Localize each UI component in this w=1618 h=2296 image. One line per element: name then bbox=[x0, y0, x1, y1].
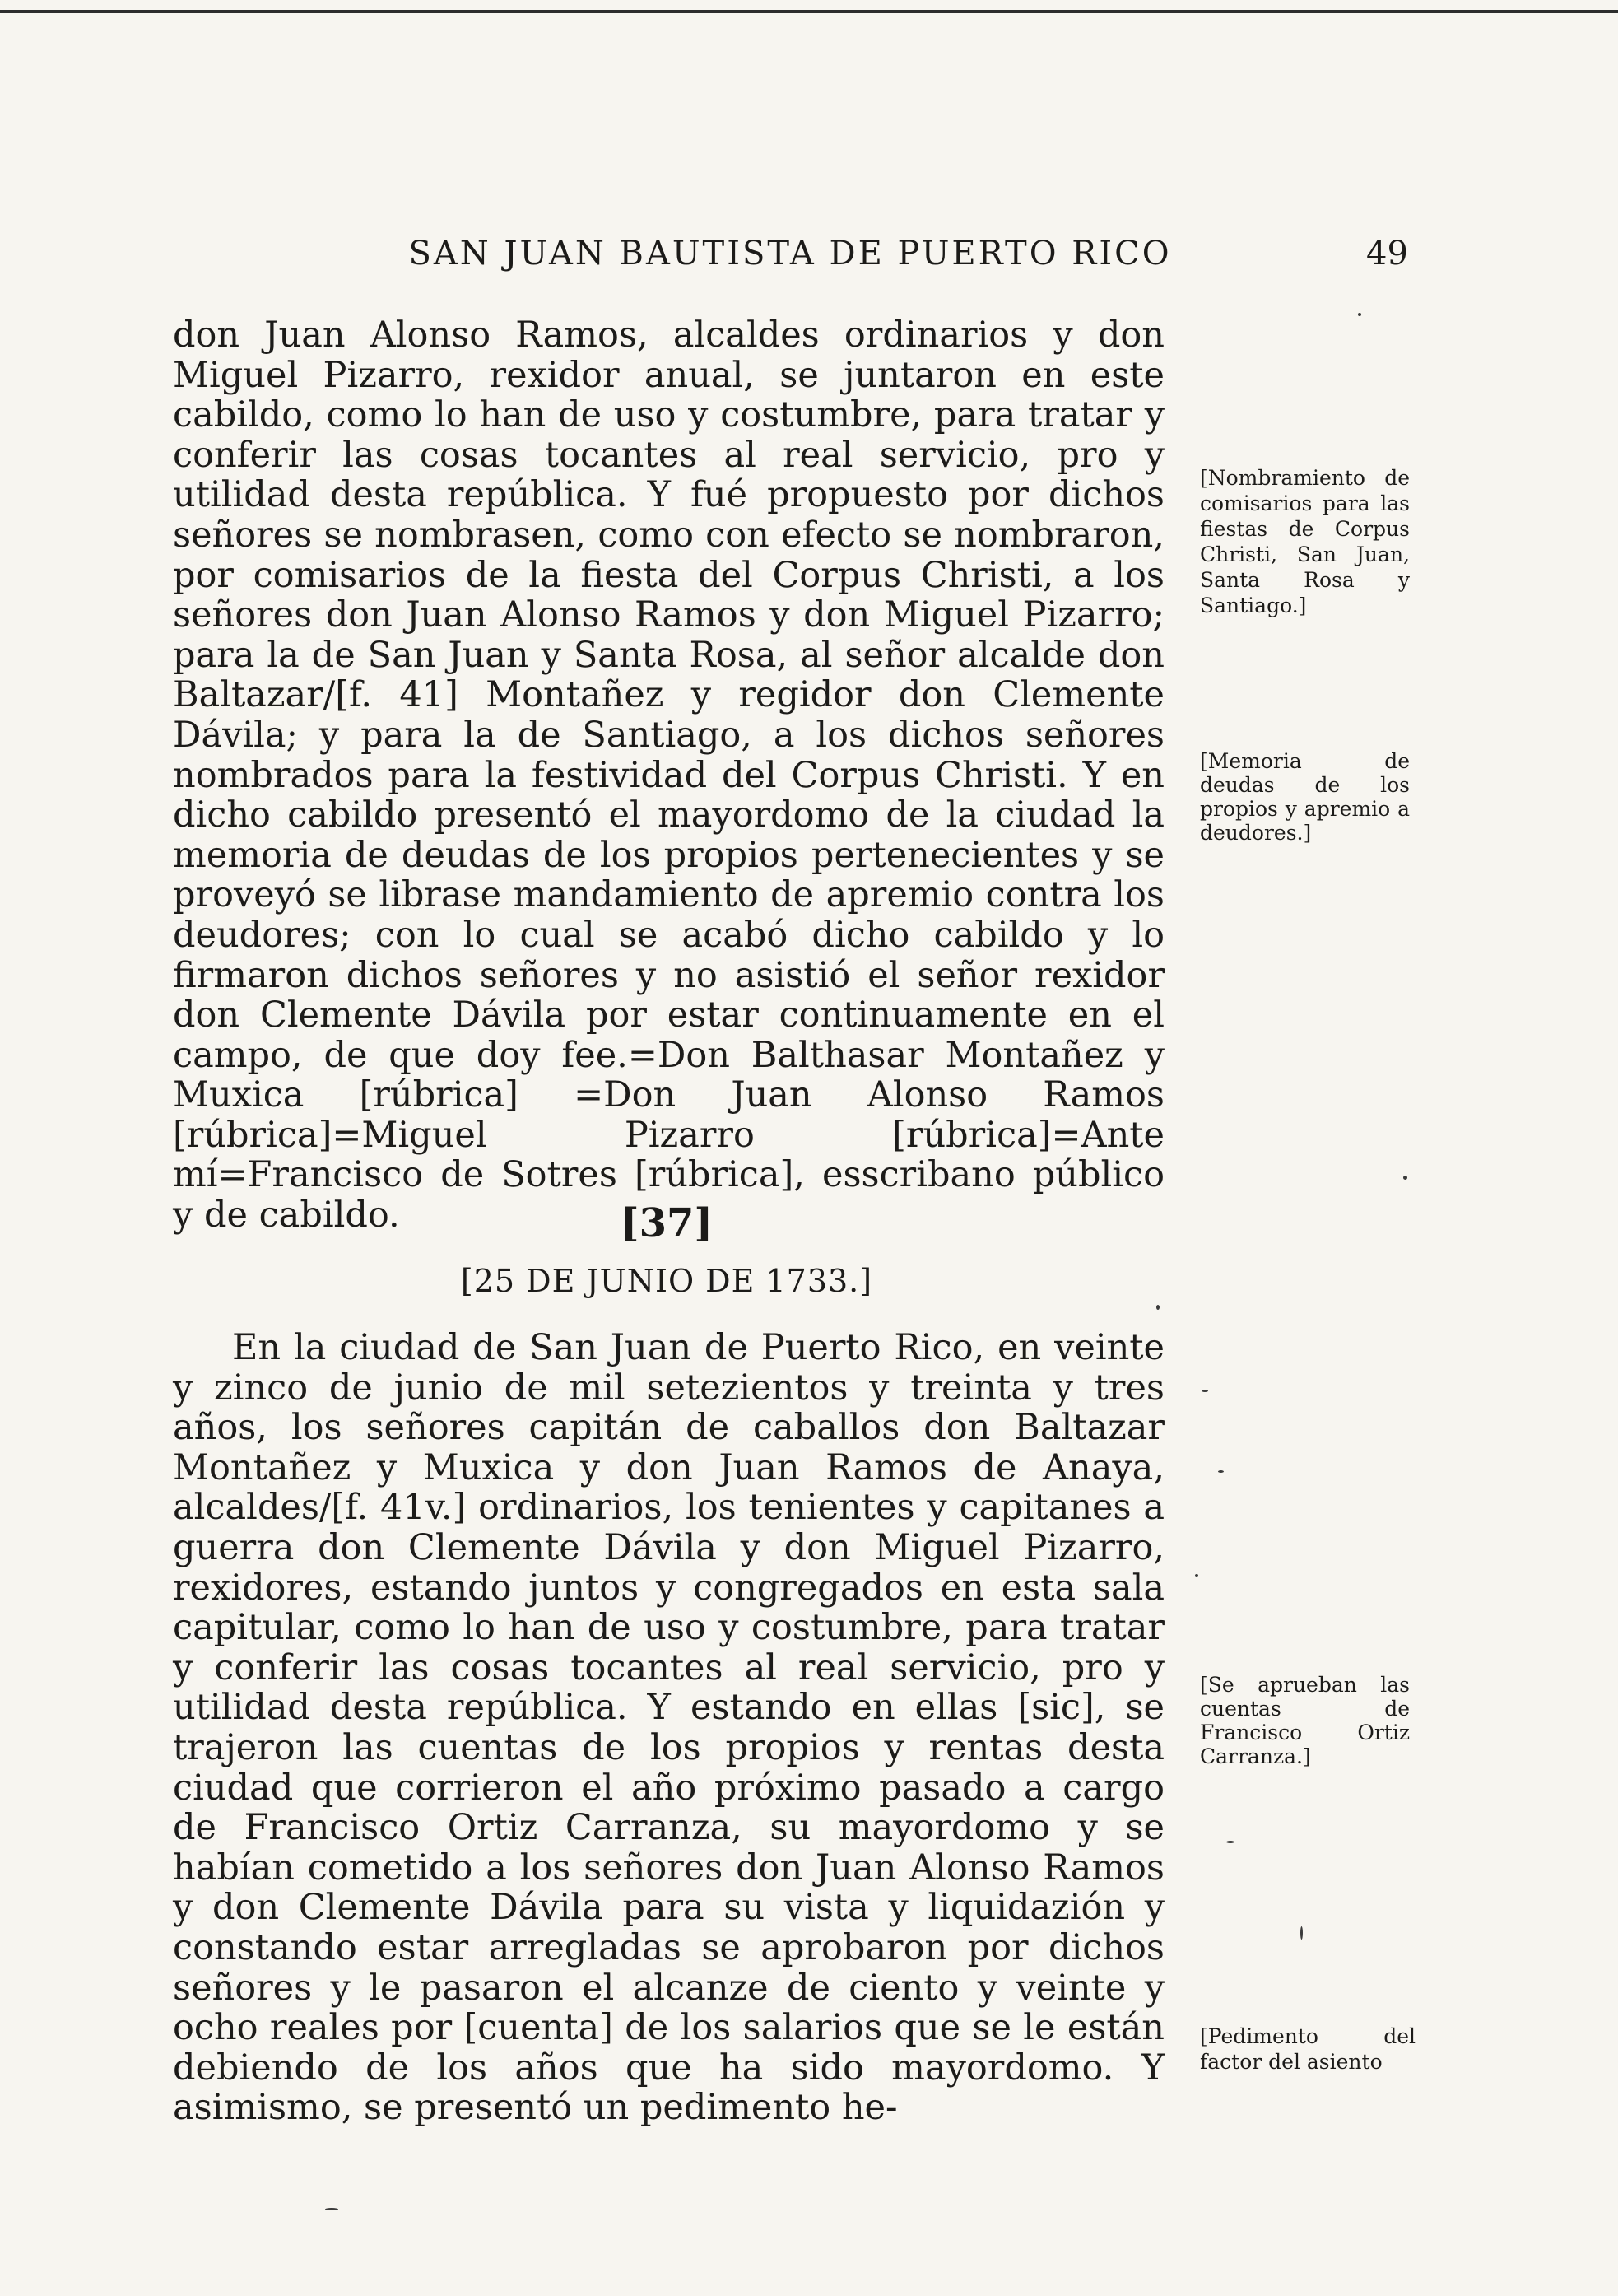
scan-speck bbox=[325, 2208, 338, 2210]
margin-note-memoria-deudas: [Memoria de deudas de los propios y apremio a deudores.] bbox=[1200, 749, 1410, 845]
page-top-edge-rule bbox=[0, 10, 1618, 13]
scan-speck bbox=[1202, 1390, 1208, 1392]
scan-speck bbox=[1403, 1176, 1407, 1180]
paragraph-cabildo-1733: En la ciudad de San Juan de Puerto Rico, en veinte y zinco de junio de mil setezientos y treinta y tres años, los señores capitán de caballos don Baltazar Montañez y Muxica y don Juan Ramos de Anaya, alcaldes/[f. 41v.] ordinarios, los tenientes y capitanes a guerra don Clemente Dávila y don Miguel Pizarro, rexidores, estando juntos y congregados en esta sala capitular, como lo han de uso y costumbre, para tratar y conferir las cosas tocantes al real servicio, pro y utilidad desta república. Y estando en ellas [sic], se trajeron las cuentas de los propios y rentas desta ciudad que corrieron el año próximo pasado a cargo de Francisco Ortiz Carranza, su mayordomo y se habían cometido a los señores don Juan Alonso Ramos y don Clemente Dávila para su vista y liquidazión y constando estar arregladas se aprobaron por dichos señores y le pasaron el alcanze de ciento y veinte y ocho reales por [cuenta] de los salarios que se le están debiendo de los años que ha sido mayordomo. Y asimismo, se presentó un pedimento he- bbox=[173, 1327, 1165, 2129]
paragraph-cabildo-continuation: don Juan Alonso Ramos, alcaldes ordinarios y don Miguel Pizarro, rexidor anual, se juntaron en este cabildo, como lo han de uso y costumbre, para tratar y conferir las cosas tocantes al real servicio, pro y utilidad desta república. Y fué propuesto por dichos señores se nombrasen, como con efecto se nombraron, por comisarios de la fiesta del Corpus Christi, a los señores don Juan Alonso Ramos y don Miguel Pizarro; para la de San Juan y Santa Rosa, al señor alcalde don Baltazar/[f. 41] Montañez y regidor don Clemente Dávila; y para la de Santiago, a los dichos señores nombrados para la festividad del Corpus Christi. Y en dicho cabildo presentó el mayordomo de la ciudad la memoria de deudas de los propios pertenecientes y se proveyó se librase mandamiento de apremio contra los deudores; con lo cual se acabó dicho cabildo y lo firmaron dichos señores y no asistió el señor rexidor don Clemente Dávila por estar continuamente en el campo, de que doy fee.=Don Balthasar Montañez y Muxica [rúbrica] =Don Juan Alonso Ramos [rúbrica]=Miguel Pizarro [rúbrica]=Ante mí=Francisco de Sotres [rúbrica], esscribano público y de cabildo. bbox=[173, 314, 1165, 1236]
margin-note-pedimento: [Pedimento del factor del asiento bbox=[1200, 2024, 1416, 2074]
running-title: SAN JUAN BAUTISTA DE PUERTO RICO bbox=[408, 235, 1172, 272]
margin-note-nombramiento: [Nombramiento de comisarios para las fiestas de Corpus Christi, San Juan, Santa Rosa y Santiago.] bbox=[1200, 466, 1410, 617]
document-number: [37] bbox=[620, 1200, 714, 1246]
scan-speck bbox=[1226, 1841, 1234, 1843]
scan-speck bbox=[1300, 1926, 1303, 1940]
margin-note-cuentas: [Se aprueban las cuentas de Francisco Ortiz Carranza.] bbox=[1200, 1673, 1410, 1768]
document-date: [25 DE JUNIO DE 1733.] bbox=[460, 1263, 873, 1299]
scan-speck bbox=[1156, 1305, 1160, 1310]
scan-speck bbox=[1218, 1470, 1224, 1473]
page-number: 49 bbox=[1366, 235, 1408, 272]
body-text-section-2 bbox=[173, 1328, 1165, 2128]
running-header bbox=[0, 235, 1618, 284]
body-text-section-1 bbox=[173, 315, 1165, 1236]
scan-speck bbox=[1195, 1574, 1198, 1577]
scan-speck bbox=[1358, 313, 1361, 316]
